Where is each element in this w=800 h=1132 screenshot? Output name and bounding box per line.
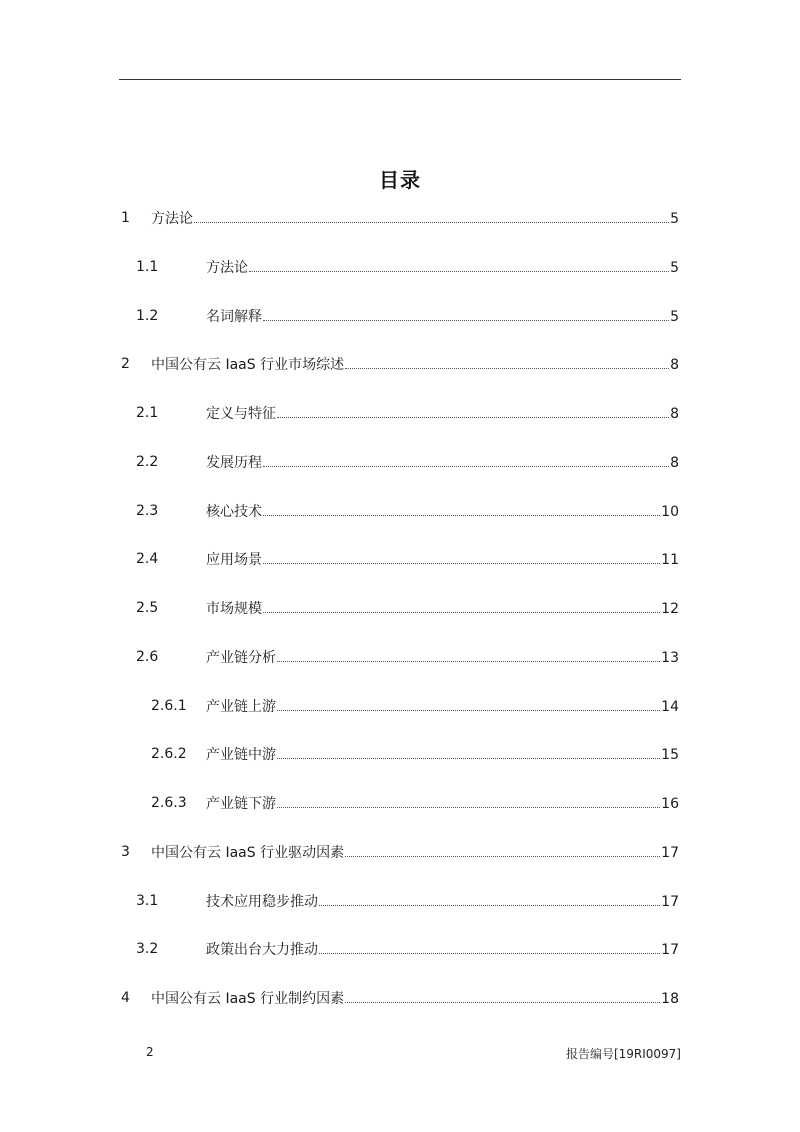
toc-text: 名词解释: [206, 308, 262, 325]
toc-leader: [263, 500, 660, 516]
toc-number: 2.1: [136, 405, 159, 421]
toc-number: 2.2: [136, 453, 159, 470]
toc-text: 中国公有云 IaaS 行业市场综述: [151, 357, 345, 374]
toc-leader: [249, 256, 669, 272]
toc-page: 13: [661, 649, 679, 666]
toc-leader: [319, 938, 660, 954]
toc-leader: [277, 402, 669, 418]
toc-text: 发展历程: [206, 454, 262, 471]
toc-text: 定义与特征: [206, 406, 276, 422]
page-title: 目录: [379, 168, 421, 192]
toc-leader: [263, 597, 660, 613]
toc-leader: [277, 646, 660, 662]
toc-leader: [319, 890, 660, 906]
toc-page: 18: [661, 991, 679, 1007]
toc-entry[interactable]: [0, 646, 800, 668]
toc-number: 1: [121, 210, 130, 226]
toc-leader: [277, 743, 660, 759]
toc-entry[interactable]: [0, 548, 800, 570]
toc-entry[interactable]: [0, 695, 800, 717]
toc-number: 2.3: [136, 502, 159, 519]
toc-leader: [345, 987, 660, 1003]
toc-number: 3.2: [136, 941, 159, 958]
toc-text: 核心技术: [206, 503, 262, 520]
toc-entry[interactable]: [0, 353, 800, 375]
toc-leader: [277, 695, 660, 711]
toc-page: 8: [670, 357, 679, 374]
toc-leader: [345, 353, 669, 369]
toc-leader: [277, 792, 660, 808]
toc-leader: [263, 305, 669, 321]
toc-entry[interactable]: [0, 451, 800, 473]
toc-number: 2: [121, 356, 130, 373]
footer-report-id: 报告编号[19RI0097]: [565, 1047, 681, 1061]
toc-entry[interactable]: [0, 841, 800, 863]
toc-number: 3.1: [136, 892, 159, 909]
toc-text: 中国公有云 IaaS 行业制约因素: [151, 991, 345, 1007]
toc-number: 2.6.1: [151, 697, 187, 714]
toc-page: 5: [670, 211, 679, 227]
toc-page: 8: [670, 454, 679, 471]
toc-number: 2.5: [136, 600, 159, 616]
toc-entry[interactable]: [0, 987, 800, 1009]
toc-text: 产业链中游: [206, 747, 276, 764]
toc-page: 8: [670, 406, 679, 422]
toc-number: 2.6: [136, 648, 159, 665]
toc-page: 15: [661, 747, 679, 764]
toc-entry[interactable]: [0, 207, 800, 229]
toc-text: 方法论: [206, 259, 248, 276]
header-rule: [119, 79, 681, 80]
toc-number: 2.6.3: [151, 795, 187, 811]
toc-text: 技术应用稳步推动: [206, 893, 318, 910]
toc-leader: [345, 841, 660, 857]
toc-leader: [263, 548, 660, 564]
toc-entry[interactable]: [0, 792, 800, 814]
toc-text: 应用场景: [206, 552, 262, 569]
toc-entry[interactable]: [0, 500, 800, 522]
toc-leader: [194, 207, 669, 223]
toc-page: 11: [661, 552, 679, 569]
toc-entry[interactable]: [0, 256, 800, 278]
toc-text: 市场规模: [206, 601, 262, 617]
toc-entry[interactable]: [0, 597, 800, 619]
toc-page: 5: [670, 308, 679, 325]
toc-text: 方法论: [151, 211, 193, 227]
toc-leader: [263, 451, 669, 467]
toc-text: 产业链分析: [206, 649, 276, 666]
toc-page: 16: [661, 796, 679, 812]
toc-number: 1.1: [136, 258, 159, 275]
toc-entry[interactable]: [0, 305, 800, 327]
toc-page: 14: [661, 698, 679, 715]
toc-entry[interactable]: [0, 890, 800, 912]
toc-text: 产业链下游: [206, 796, 276, 812]
toc-entry[interactable]: [0, 938, 800, 960]
toc-entry[interactable]: [0, 743, 800, 765]
toc-text: 政策出台大力推动: [206, 942, 318, 959]
toc-number: 1.2: [136, 307, 159, 324]
toc-number: 4: [121, 990, 130, 1006]
toc-number: 3: [121, 843, 130, 860]
toc-page: 17: [661, 844, 679, 861]
footer-page-number: 2: [146, 1045, 154, 1059]
toc-page: 12: [661, 601, 679, 617]
toc-page: 17: [661, 893, 679, 910]
toc-number: 2.4: [136, 551, 159, 568]
toc-text: 产业链上游: [206, 698, 276, 715]
toc-page: 5: [670, 259, 679, 276]
toc-entry[interactable]: [0, 402, 800, 424]
toc-text: 中国公有云 IaaS 行业驱动因素: [151, 844, 345, 861]
toc-page: 17: [661, 942, 679, 959]
toc-number: 2.6.2: [151, 746, 187, 763]
toc-page: 10: [661, 503, 679, 520]
